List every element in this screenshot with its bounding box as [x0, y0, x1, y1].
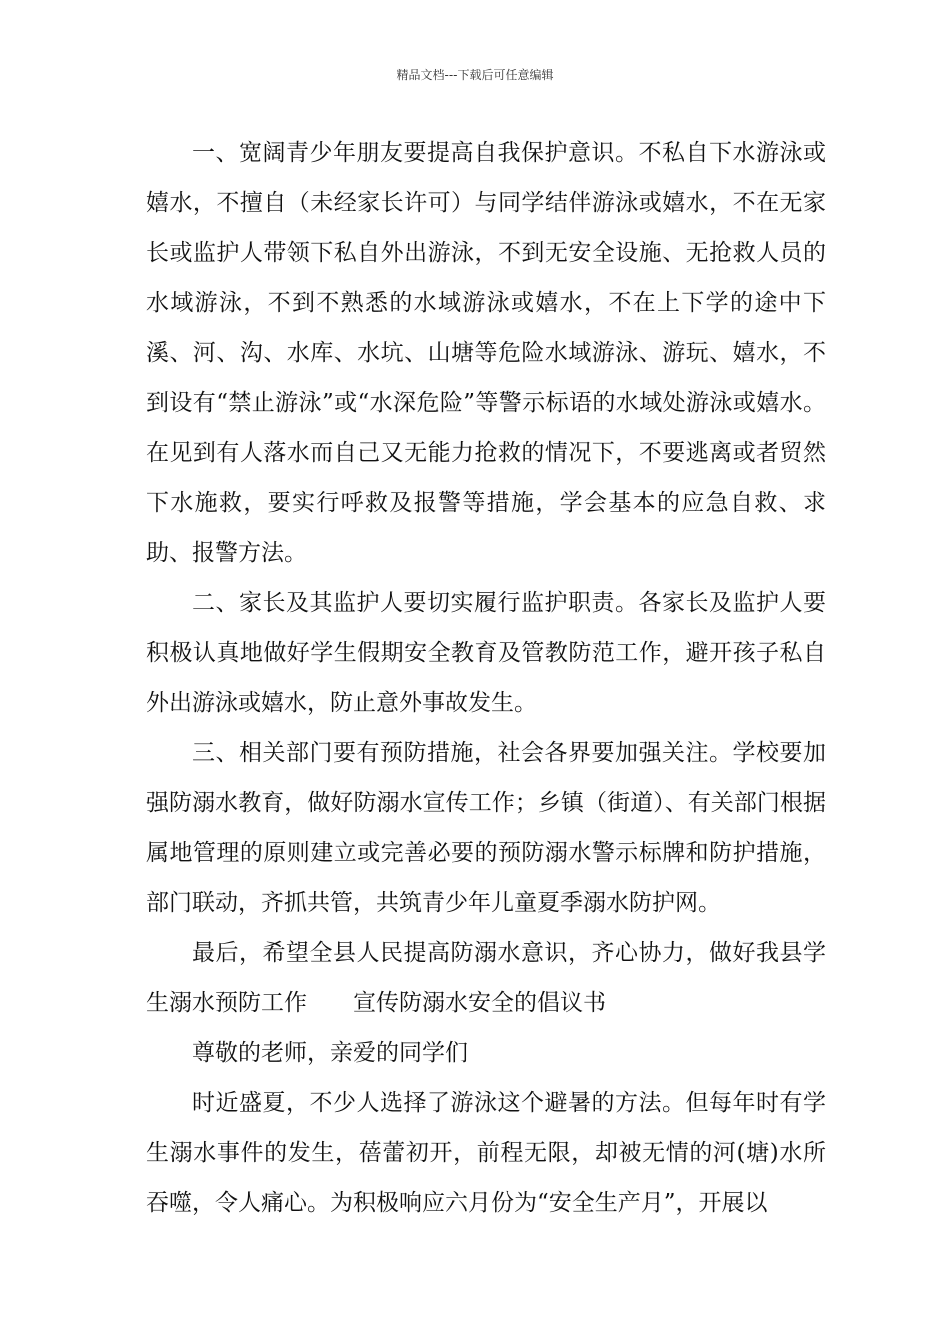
paragraph-closing: 最后，希望全县人民提高防溺水意识，齐心协力，做好我县学生溺水预防工作 宣传防溺水安全的倡议书: [146, 940, 826, 1016]
paragraph-self-protection: 一、宽阔青少年朋友要提高自我保护意识。不私自下水游泳或嬉水，不擅自（未经家长许可）与同学结伴游泳或嬉水，不在无家长或监护人带领下私自外出游泳，不到无安全设施、无抢救人员的水域游泳，不到不熟悉的水域游泳或嬉水，不在上下学的途中下溪、河、沟、水库、水坑、山塘等危险水域游泳、游玩、嬉水，不到设有“禁止游泳”或“水深危险”等警示标语的水域处游泳或嬉水。在见到有人落水而自己又无能力抢救的情况下，不要逃离或者贸然下水施救，要实行呼救及报警等措施，学会基本的应急自救、求助、报警方法。: [146, 140, 826, 566]
paragraph-departments: 三、相关部门要有预防措施，社会各界要加强关注。学校要加强防溺水教育，做好防溺水宣传工作；乡镇（街道）、有关部门根据属地管理的原则建立或完善必要的预防溺水警示标牌和防护措施，部门联动，齐抓共管，共筑青少年儿童夏季溺水防护网。: [146, 740, 826, 916]
paragraph-summer-intro: 时近盛夏，不少人选择了游泳这个避暑的方法。但每年时有学生溺水事件的发生，蓓蕾初开，前程无限，却被无情的河(塘)水所吞噬，令人痛心。为积极响应六月份为“安全生产月”，开展以: [146, 1090, 826, 1216]
page-header: 精品文档---下载后可任意编辑: [396, 68, 554, 82]
paragraph-guardian-duty: 二、家长及其监护人要切实履行监护职责。各家长及监护人要积极认真地做好学生假期安全教育及管教防范工作，避开孩子私自外出游泳或嬉水，防止意外事故发生。: [146, 590, 826, 716]
paragraph-salutation: 尊敬的老师，亲爱的同学们: [192, 1040, 468, 1066]
document-body: [146, 128, 826, 1228]
